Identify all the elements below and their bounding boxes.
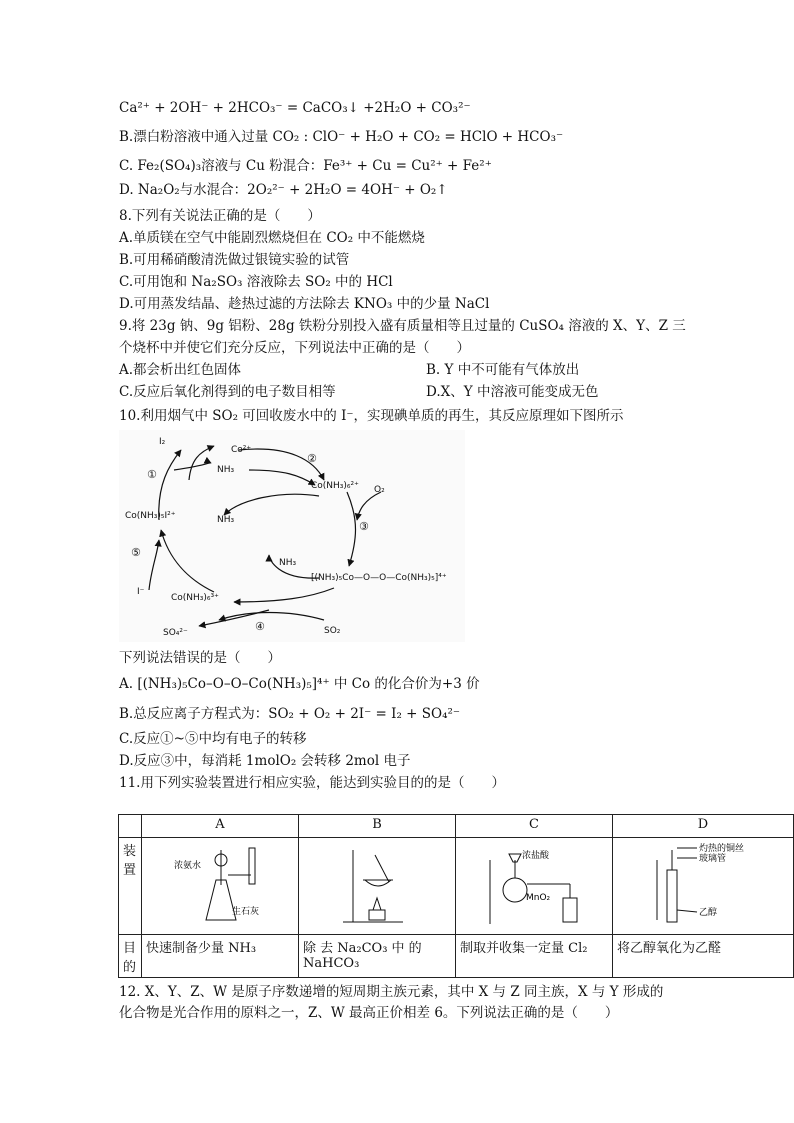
apparatus-B	[299, 838, 456, 935]
fig-peroxo-complex: [(NH₃)₅Co—O—O—Co(NH₃)₅]⁴⁺	[311, 573, 447, 583]
q8-option-a: A.单质镁在空气中能剧烈燃烧但在 CO₂ 中不能燃烧	[119, 230, 425, 246]
chlorine-generation-icon	[460, 840, 608, 928]
q9-stem-line2: 个烧杯中并使它们充分反应，下列说法中正确的是（ ）	[119, 340, 470, 356]
apparatus-C	[456, 838, 613, 935]
crucible-heating-icon	[303, 840, 451, 928]
q7-option-c: C. Fe₂(SO₄)₃溶液与 Cu 粉混合：Fe³⁺ + Cu = Cu²⁺ + Fe²⁺	[119, 158, 492, 174]
purpose-C: 制取并收集一定量 Cl₂	[456, 935, 613, 978]
fig-Co2: Co²⁺	[231, 445, 252, 455]
row-label-purpose: 目的	[119, 935, 142, 978]
header-A: A	[142, 815, 299, 838]
label-quicklime: 生石灰	[232, 907, 260, 917]
fig-NH3-mid: NH₃	[217, 515, 235, 525]
header-blank	[119, 815, 142, 838]
q10-option-b: B.总反应离子方程式为：SO₂ + O₂ + 2I⁻ = I₂ + SO₄²⁻	[119, 706, 461, 722]
fig-I2: I₂	[159, 437, 166, 447]
label-hot-copper-wire: 灼热的铜丝	[699, 844, 745, 854]
fig-NH3-low: NH₃	[279, 558, 297, 568]
q8-option-b: B.可用稀硝酸清洗做过银镜实验的试管	[119, 252, 350, 268]
fig-step-4: ④	[255, 620, 265, 633]
apparatus-table	[118, 814, 794, 978]
fig-step-3: ③	[359, 520, 369, 533]
fig-step-5: ⑤	[131, 546, 141, 559]
purpose-row	[119, 935, 794, 978]
q10-option-c: C.反应①~⑤中均有电子的转移	[119, 731, 307, 747]
fig-NH3-top: NH₃	[217, 465, 235, 475]
q8-option-c: C.可用饱和 Na₂SO₃ 溶液除去 SO₂ 中的 HCl	[119, 274, 393, 290]
q9-option-a: A.都会析出红色固体	[119, 362, 242, 378]
label-MnO2: MnO₂	[526, 893, 551, 903]
ethanol-oxidation-icon	[617, 840, 789, 928]
fig-step-1: ①	[147, 468, 157, 481]
q9-option-d: D.X、Y 中溶液可能变成无色	[426, 384, 599, 400]
label-glass-tube: 玻璃管	[699, 854, 727, 864]
q12-stem-line2: 化合物是光合作用的原料之一，Z、W 最高正价相差 6。下列说法正确的是（ ）	[119, 1005, 619, 1021]
fig-Co-NH3-6-3plus: Co(NH₃)₆³⁺	[171, 593, 219, 603]
label-conc-ammonia: 浓氨水	[174, 861, 202, 871]
purpose-A: 快速制备少量 NH₃	[142, 935, 299, 978]
purpose-D: 将乙醇氧化为乙醛	[613, 935, 794, 978]
fig-Co-NH3-5-I: Co(NH₃)₅I²⁺	[125, 511, 176, 521]
header-C: C	[456, 815, 613, 838]
q10-option-d: D.反应③中，每消耗 1molO₂ 会转移 2mol 电子	[119, 753, 411, 769]
table-header-row	[119, 815, 794, 838]
header-B: B	[299, 815, 456, 838]
q8-stem: 8.下列有关说法正确的是（ ）	[119, 208, 321, 224]
apparatus-D	[613, 838, 794, 935]
row-label-apparatus: 装置	[119, 838, 142, 935]
fig-SO2: SO₂	[324, 626, 341, 636]
q11-stem: 11.用下列实验装置进行相应实验，能达到实验目的的是（ ）	[119, 775, 505, 791]
q10-option-a: A. [(NH₃)₅Co–O–O–Co(NH₃)₅]⁴⁺ 中 Co 的化合价为+3 价	[119, 676, 480, 692]
q9-option-b: B. Y 中不可能有气体放出	[426, 362, 580, 378]
fig-O2: O₂	[374, 485, 385, 495]
fig-step-2: ②	[307, 452, 317, 465]
apparatus-A	[142, 838, 299, 935]
q12-stem-line1: 12. X、Y、Z、W 是原子序数递增的短周期主族元素，其中 X 与 Z 同主族，X 与 Y 形成的	[119, 984, 664, 1000]
q9-option-c: C.反应后氧化剂得到的电子数目相等	[119, 384, 336, 400]
apparatus-row	[119, 838, 794, 935]
reaction-cycle-diagram	[119, 430, 465, 642]
fig-I-minus: I⁻	[137, 587, 145, 597]
purpose-B: 除 去 Na₂CO₃ 中 的 NaHCO₃	[299, 935, 456, 978]
fig-SO4: SO₄²⁻	[163, 628, 188, 638]
label-ethanol: 乙醇	[699, 908, 718, 918]
q7-option-b: B.漂白粉溶液中通入过量 CO₂ : ClO⁻ + H₂O + CO₂ = HClO + HCO₃⁻	[119, 129, 564, 145]
q9-stem-line1: 9.将 23g 钠、9g 铝粉、28g 铁粉分别投入盛有质量相等且过量的 CuSO₄ 溶液的 X、Y、Z 三	[119, 318, 686, 334]
q7-option-d: D. Na₂O₂与水混合：2O₂²⁻ + 2H₂O = 4OH⁻ + O₂↑	[119, 182, 448, 198]
header-D: D	[613, 815, 794, 838]
flask-funnel-apparatus-icon	[146, 840, 294, 928]
q10-stem: 10.利用烟气中 SO₂ 可回收废水中的 I⁻，实现碘单质的再生，其反应原理如下图所示	[119, 408, 624, 424]
q8-option-d: D.可用蒸发结晶、趁热过滤的方法除去 KNO₃ 中的少量 NaCl	[119, 296, 490, 312]
q10-question: 下列说法错误的是（ ）	[119, 650, 281, 666]
label-conc-HCl: 浓盐酸	[522, 851, 550, 861]
q7-option-a-equation: Ca²⁺ + 2OH⁻ + 2HCO₃⁻ = CaCO₃↓ +2H₂O + CO₃²⁻	[119, 100, 471, 116]
fig-Co-NH3-6-2plus: Co(NH₃)₆²⁺	[311, 481, 359, 491]
